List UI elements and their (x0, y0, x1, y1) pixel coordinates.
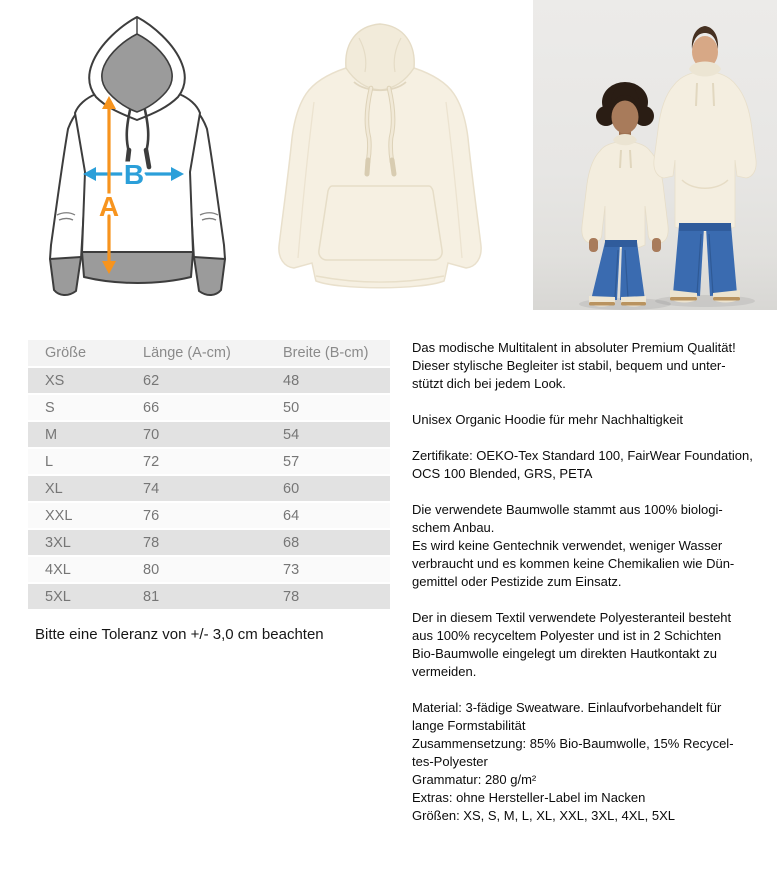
description-paragraph: Die verwendete Baumwolle stammt aus 100% biologi- schem Anbau. Es wird keine Gentechnik verwendet, weniger Wasser verbraucht und es kommen keine Chemikalien wie Dün- gemittel oder Pestizide zum Einsatz. (412, 502, 735, 589)
size-table-body (28, 367, 390, 610)
description-paragraph: Der in diesem Textil verwendete Polyesteranteil besteht aus 100% recyceltem Polyester und ist in 2 Schichten Bio-Baumwolle eingelegt um direkten Hautkontakt zu vermeiden. (412, 610, 732, 679)
description-paragraph: Zertifikate: OEKO-Tex Standard 100, FairWear Foundation, OCS 100 Blended, GRS, PETA (412, 448, 753, 481)
hoodie-line-drawing (30, 12, 245, 300)
size-cell: L (28, 448, 126, 475)
size-cell: XS (28, 367, 126, 394)
length-cell: 74 (126, 475, 266, 502)
width-cell: 73 (266, 556, 390, 583)
size-table-row (28, 448, 390, 475)
product-photo-front (258, 10, 503, 305)
description-paragraph: Unisex Organic Hoodie für mehr Nachhaltigkeit (412, 412, 683, 427)
kangaroo-pocket (319, 186, 442, 260)
width-cell: 48 (266, 367, 390, 394)
size-cell: XL (28, 475, 126, 502)
cream-hoodie-image (258, 10, 503, 305)
size-table-header (28, 340, 390, 367)
measurement-label-b: B (123, 159, 145, 190)
width-cell: 68 (266, 529, 390, 556)
length-cell: 70 (126, 421, 266, 448)
length-cell: 78 (126, 529, 266, 556)
size-table-row (28, 502, 390, 529)
size-table-row (28, 475, 390, 502)
models-wearing-hoodies-image (533, 0, 777, 310)
size-table-row (28, 556, 390, 583)
width-cell: 60 (266, 475, 390, 502)
column-header-length: Länge (A-cm) (126, 340, 266, 367)
width-cell: 78 (266, 583, 390, 610)
length-cell: 81 (126, 583, 266, 610)
width-cell: 50 (266, 394, 390, 421)
size-table-row (28, 367, 390, 394)
length-cell: 80 (126, 556, 266, 583)
description-paragraph: Material: 3-fädige Sweatware. Einlaufvorbehandelt für lange Formstabilität Zusammensetzung: 85% Bio-Baumwolle, 15% Recycel- tes-Polyester Grammatur: 280 g/m² Extras: ohne Hersteller-Label im Nacken Größen: XS, S, M, L, XL, XXL, 3XL, 4XL, 5XL (412, 700, 734, 823)
models-photo (533, 0, 777, 310)
description-paragraph: Das modische Multitalent in absoluter Premium Qualität! Dieser stylische Begleiter ist stabil, bequem und unter- stützt dich bei jedem Look. (412, 340, 736, 391)
column-header-size: Größe (28, 340, 126, 367)
measurement-label-a: A (98, 191, 120, 222)
width-cell: 54 (266, 421, 390, 448)
size-cell: XXL (28, 502, 126, 529)
size-table-row (28, 421, 390, 448)
size-cell: 3XL (28, 529, 126, 556)
size-cell: 4XL (28, 556, 126, 583)
length-cell: 76 (126, 502, 266, 529)
tolerance-note: Bitte eine Toleranz von +/- 3,0 cm beachten (35, 626, 324, 643)
length-cell: 62 (126, 367, 266, 394)
size-table (28, 340, 390, 611)
size-table-row (28, 529, 390, 556)
length-cell: 72 (126, 448, 266, 475)
size-table-row (28, 394, 390, 421)
size-measurement-diagram (30, 12, 245, 300)
size-cell: S (28, 394, 126, 421)
size-cell: M (28, 421, 126, 448)
column-header-width: Breite (B-cm) (266, 340, 390, 367)
width-cell: 64 (266, 502, 390, 529)
width-cell: 57 (266, 448, 390, 475)
size-table-row (28, 583, 390, 610)
size-cell: 5XL (28, 583, 126, 610)
length-cell: 66 (126, 394, 266, 421)
product-description (412, 339, 753, 843)
